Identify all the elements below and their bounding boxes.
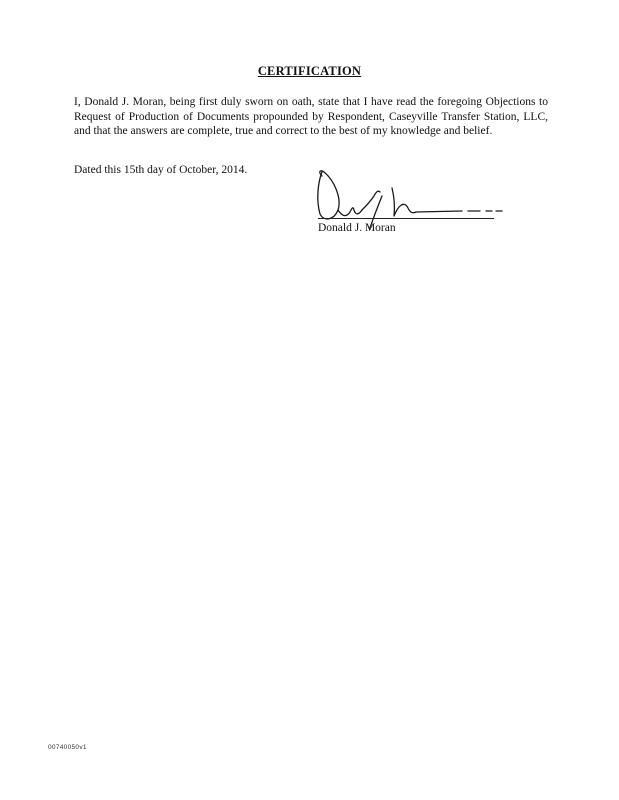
document-title: CERTIFICATION (257, 64, 362, 78)
certification-statement: I, Donald J. Moran, being first duly sworn on oath, state that I have read the foregoing Objections to Request of Production of Documents propounded by Respondent, Caseyville Transfer Station, LLC, and that the answers are complete, true and correct to the best of my knowledge and belief. (74, 96, 548, 137)
dated-line: Dated this 15th day of October, 2014. (74, 164, 248, 176)
signature-line (318, 218, 494, 219)
signer-name: Donald J. Moran (318, 222, 396, 234)
document-footer-code: 00740050v1 (48, 744, 87, 751)
